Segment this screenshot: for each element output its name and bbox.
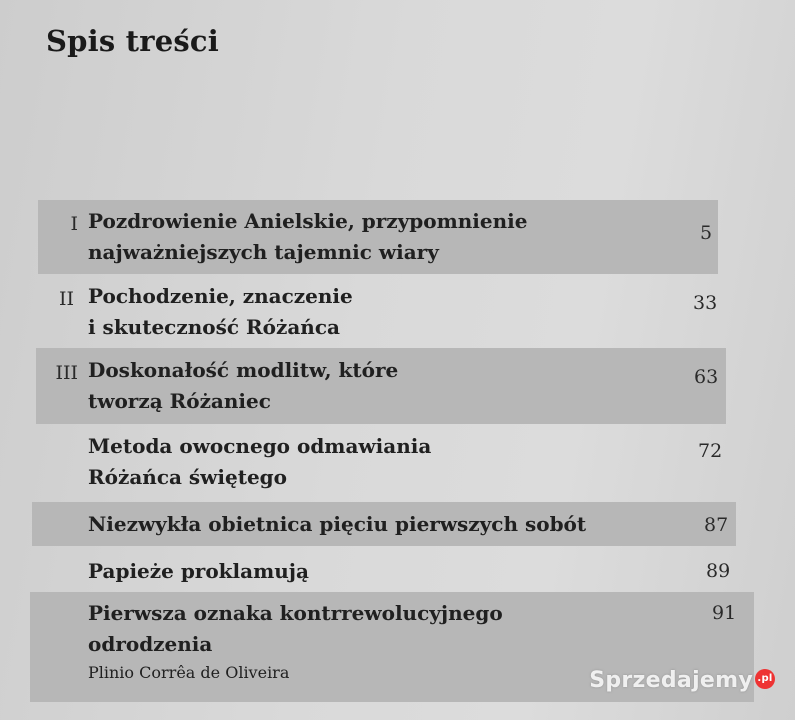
- chapter-title-line: tworzą Różaniec: [88, 389, 271, 413]
- chapter-title-line: Metoda owocnego odmawiania: [88, 434, 432, 458]
- chapter-title-line: Pochodzenie, znaczenie: [88, 284, 353, 308]
- chapter-title-line: odrodzenia: [88, 632, 213, 656]
- chapter-title-line: Różańca świętego: [88, 465, 288, 489]
- watermark-text: Sprzedajemy: [589, 668, 753, 693]
- chapter-number: III: [55, 362, 78, 384]
- page-number: 33: [693, 292, 718, 314]
- chapter-title-line: Papieże proklamują: [88, 559, 309, 583]
- page-number: 72: [698, 440, 723, 462]
- chapter-title: [88, 556, 309, 587]
- page-number: 91: [712, 602, 737, 624]
- chapter-title-line: najważniejszych tajemnic wiary: [88, 240, 439, 264]
- chapter-title: [88, 431, 431, 493]
- chapter-title-line: i skuteczność Różańca: [88, 315, 340, 339]
- chapter-number: II: [58, 288, 74, 310]
- page-number: 63: [694, 366, 719, 388]
- author-name: Plinio Corrêa de Oliveira: [88, 663, 290, 682]
- chapter-number: I: [70, 213, 78, 235]
- watermark-badge: .pl: [755, 669, 775, 689]
- chapter-title: [88, 509, 586, 540]
- chapter-title: [88, 598, 503, 684]
- watermark-logo: [589, 668, 775, 693]
- chapter-title: [88, 355, 398, 417]
- page-number: 5: [700, 222, 713, 244]
- chapter-title: [88, 281, 353, 343]
- chapter-title-line: Pierwsza oznaka kontrrewolucyjnego: [88, 601, 503, 625]
- chapter-title-line: Niezwykła obietnica pięciu pierwszych sobót: [88, 512, 587, 536]
- chapter-title-line: Pozdrowienie Anielskie, przypomnienie: [88, 209, 528, 233]
- page-title: Spis treści: [46, 24, 219, 58]
- page-number: 89: [706, 560, 731, 582]
- page-number: 87: [704, 514, 729, 536]
- chapter-title-line: Doskonałość modlitw, które: [88, 358, 399, 382]
- chapter-title: [88, 206, 527, 268]
